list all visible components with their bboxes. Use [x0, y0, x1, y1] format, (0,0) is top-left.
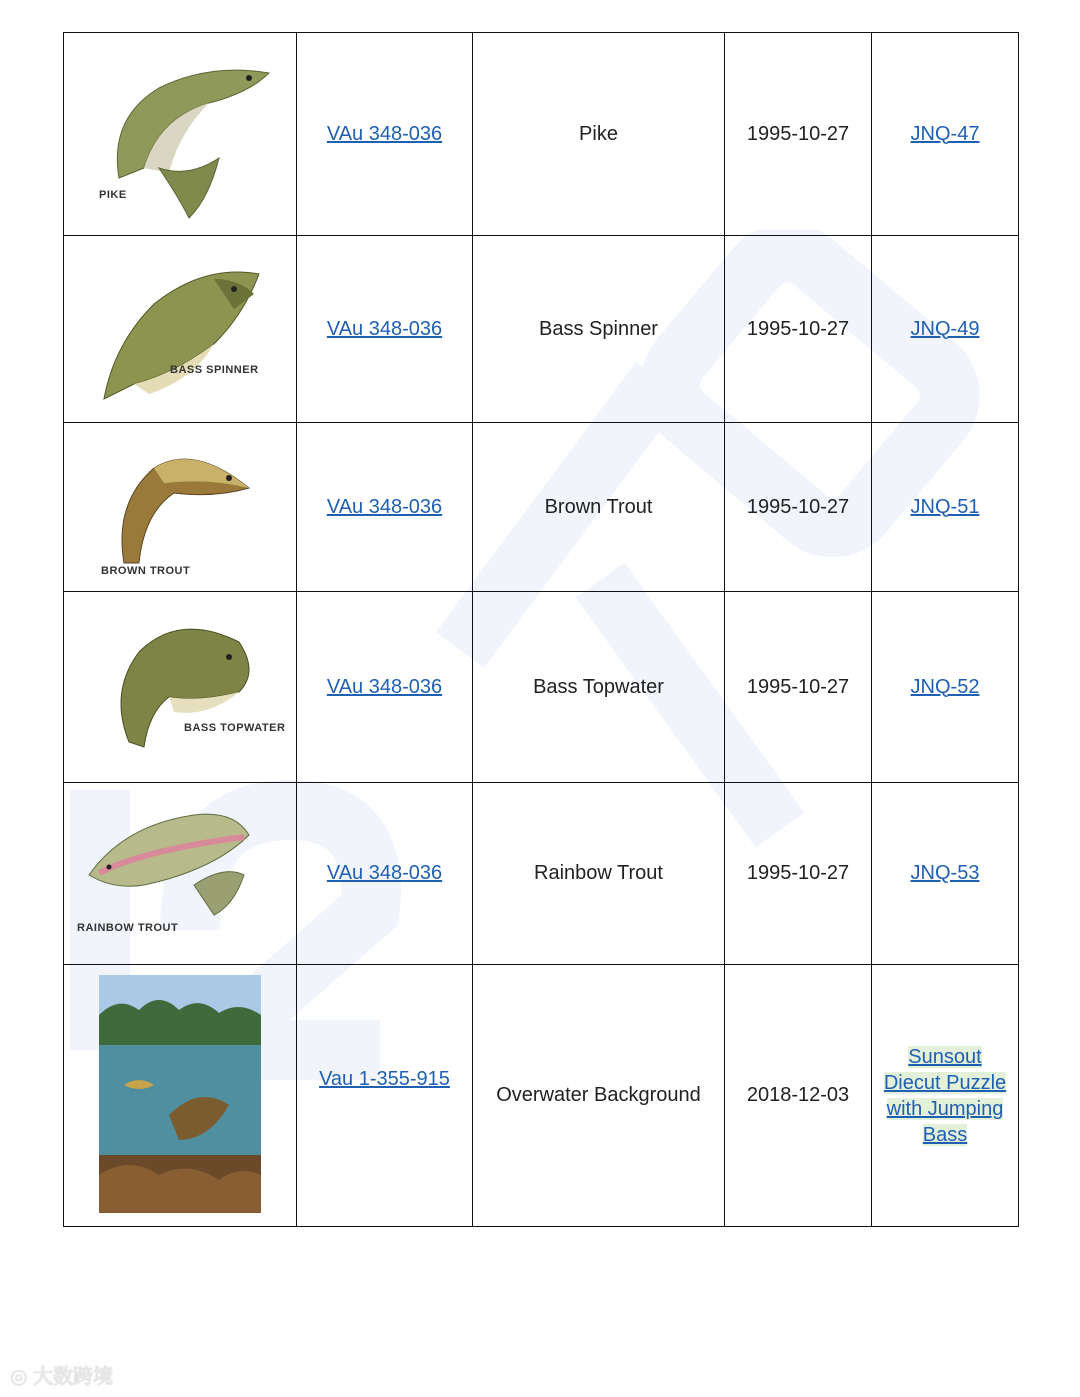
registration-number-cell [297, 33, 473, 236]
table-row [64, 965, 1019, 1227]
artwork-title: Pike [579, 122, 618, 145]
registration-number-link[interactable]: VAu 348-036 [326, 122, 443, 145]
reference-link[interactable]: JNQ-52 [910, 675, 980, 698]
artwork-title: Brown Trout [544, 495, 653, 518]
reference-link[interactable]: JNQ-47 [910, 122, 980, 145]
rainbow-trout-image [64, 783, 296, 964]
registration-date: 1995-10-27 [746, 317, 850, 340]
date-cell [725, 592, 872, 783]
artwork-cell [64, 236, 297, 423]
date-cell [725, 33, 872, 236]
reference-cell [872, 423, 1019, 592]
date-cell [725, 236, 872, 423]
table-row [64, 236, 1019, 423]
artwork-cell [64, 423, 297, 592]
title-cell [473, 33, 725, 236]
registration-number-link[interactable]: VAu 348-036 [326, 495, 443, 518]
reference-link[interactable]: JNQ-53 [910, 862, 980, 884]
registration-number-link[interactable]: VAu 348-036 [326, 317, 443, 340]
artwork-title: Bass Spinner [539, 317, 658, 340]
title-cell [473, 423, 725, 592]
image-caption: BASS TOPWATER [184, 722, 286, 734]
registration-date: 1995-10-27 [746, 675, 850, 698]
title-cell [473, 236, 725, 423]
registration-number-link[interactable]: Vau 1-355-915 [319, 1068, 450, 1090]
reference-cell [872, 33, 1019, 236]
overwater-background-image [64, 965, 296, 1226]
registration-date: 1995-10-27 [746, 122, 850, 145]
table-row [64, 423, 1019, 592]
image-caption: PIKE [99, 189, 127, 201]
reference-cell [872, 783, 1019, 965]
registration-date: 1995-10-27 [746, 495, 850, 518]
date-cell [725, 965, 872, 1227]
brown-trout-image [64, 423, 296, 591]
registration-number-link[interactable]: VAu 348-036 [326, 862, 443, 884]
footer-logo [10, 1360, 113, 1389]
artwork-title: Bass Topwater [533, 675, 664, 698]
logo-icon: ◎ [10, 1366, 34, 1388]
registration-number-cell [297, 592, 473, 783]
date-cell [725, 783, 872, 965]
reference-cell [872, 236, 1019, 423]
date-cell [725, 423, 872, 592]
image-caption: RAINBOW TROUT [77, 922, 179, 934]
registration-date: 1995-10-27 [746, 862, 850, 884]
table-row [64, 33, 1019, 236]
bass-topwater-image [64, 592, 296, 782]
reference-link[interactable]: JNQ-51 [910, 495, 980, 518]
registration-number-link[interactable]: VAu 348-036 [326, 675, 443, 698]
registration-number-cell [297, 236, 473, 423]
reference-link[interactable]: Sunsout Diecut Puzzle with Jumping Bass [883, 1045, 1007, 1146]
image-caption: BROWN TROUT [101, 565, 191, 577]
title-cell [473, 783, 725, 965]
records-table [63, 32, 1019, 1227]
reference-link[interactable]: JNQ-49 [910, 317, 980, 340]
artwork-title: Rainbow Trout [534, 862, 663, 884]
artwork-cell [64, 33, 297, 236]
reference-cell [872, 592, 1019, 783]
pike-image [64, 33, 296, 235]
registration-date: 2018-12-03 [746, 1084, 850, 1106]
reference-cell [872, 965, 1019, 1227]
image-caption: BASS SPINNER [170, 364, 259, 376]
table-row [64, 783, 1019, 965]
title-cell [473, 592, 725, 783]
artwork-cell [64, 783, 297, 965]
registration-number-cell [297, 783, 473, 965]
title-cell [473, 965, 725, 1227]
logo-text: 大数跨境 [33, 1366, 114, 1388]
artwork-title: Overwater Background [496, 1084, 701, 1106]
artwork-cell [64, 592, 297, 783]
registration-number-cell [297, 965, 473, 1227]
bass-spinner-image [64, 236, 296, 422]
artwork-cell [64, 965, 297, 1227]
registration-number-cell [297, 423, 473, 592]
table-row [64, 592, 1019, 783]
